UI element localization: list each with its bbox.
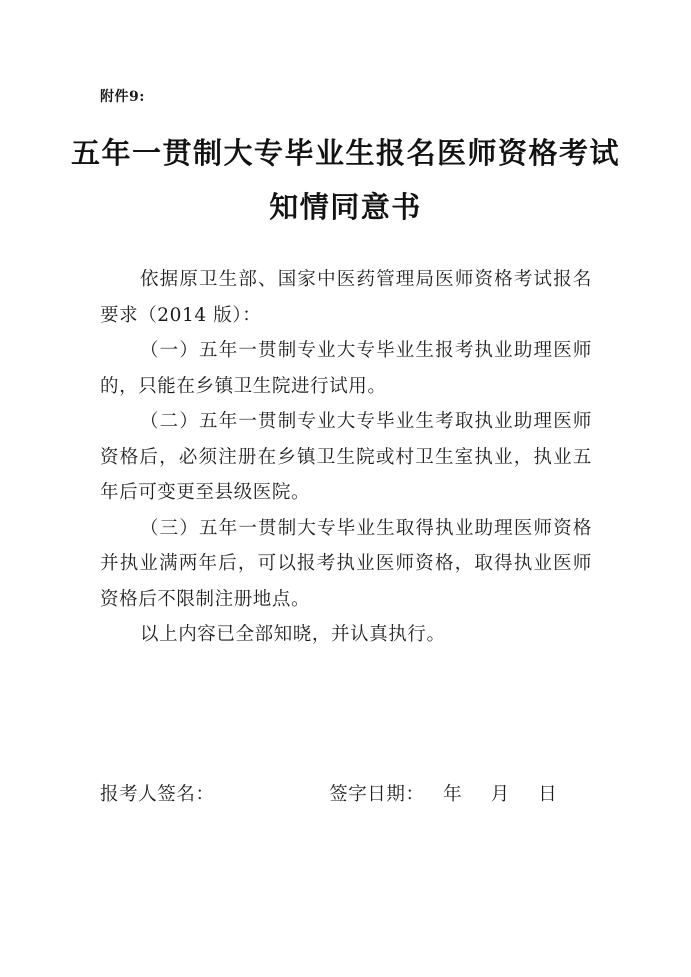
attachment-label: 附件9: [100,89,145,105]
document-body [100,262,592,653]
title-line-1: 五年一贯制大专毕业生报名医师资格考试 [70,136,620,170]
day-unit-label: 日 [538,784,558,805]
page-title [0,128,691,232]
signature-row [100,780,600,810]
month-unit-label: 月 [490,784,510,805]
year-unit-label: 年 [443,784,463,805]
applicant-signature-label: 报考人签名： [100,784,215,805]
signature-date-label: 签字日期： [329,784,425,805]
paragraph-acknowledgement: 以上内容已全部知晓，并认真执行。 [140,624,446,645]
paragraph-clause-3: （三）五年一贯制大专毕业生取得执业助理医师资格并执业满两年后，可以报考执业医师资格，取得执业医师资格后不限制注册地点。 [100,517,592,610]
paragraph-clause-2: （二）五年一贯制专业大专毕业生考取执业助理医师资格后，必须注册在乡镇卫生院或村卫生室执业，执业五年后可变更至县级医院。 [100,411,592,503]
paragraph-clause-1: （一）五年一贯制专业大专毕业生报考执业助理医师的，只能在乡镇卫生院进行试用。 [100,340,592,397]
title-line-2: 知情同意书 [269,190,422,224]
paragraph-intro: 依据原卫生部、国家中医药管理局医师资格考试报名要求（2014 版）： [100,269,592,326]
